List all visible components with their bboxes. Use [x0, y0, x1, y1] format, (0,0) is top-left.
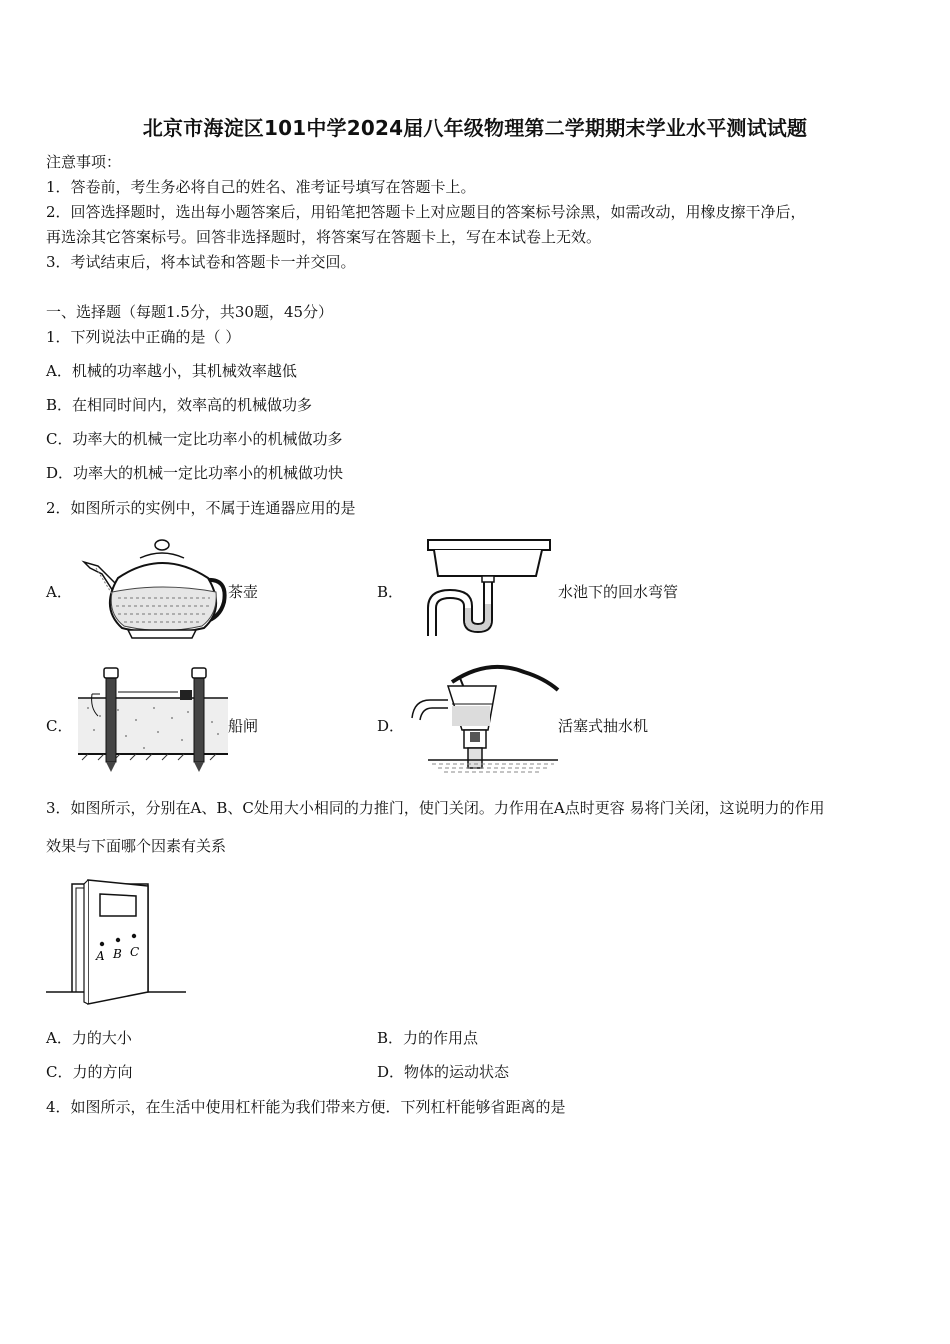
door-label-a: A [96, 949, 105, 963]
q2-option-a-caption: 茶壶 [228, 583, 259, 601]
page-title: 北京市海淀区101中学2024届八年级物理第二学期期末学业水平测试试题 [142, 116, 808, 140]
piston-pump-figure [408, 660, 560, 780]
q2-option-c-letter: C． [46, 717, 73, 735]
q2-option-c-caption: 船闸 [228, 717, 259, 735]
q3-stem-line1: 3．如图所示，分别在A、B、C处用大小相同的力推门，使门关闭。力作用在A点时更容 易将门关闭，这说明力的作用 [46, 799, 825, 817]
q3-option-a: A．力的大小 [46, 1029, 132, 1047]
q2-stem: 2．如图所示的实例中，不属于连通器应用的是 [46, 499, 356, 517]
q1-option-c: C．功率大的机械一定比功率小的机械做功多 [46, 430, 343, 448]
q1-stem: 1．下列说法中正确的是（ ） [46, 328, 241, 346]
notice-item-2: 2．回答选择题时，选出每小题答案后，用铅笔把答题卡上对应题目的答案标号涂黑，如需改动，用橡皮擦干净后， [46, 203, 806, 221]
door-label-b: B [113, 947, 122, 961]
q3-option-c: C．力的方向 [46, 1063, 133, 1081]
q2-option-b-letter: B． [377, 583, 404, 601]
sink-trap-figure [420, 536, 554, 646]
q3-option-d: D．物体的运动状态 [377, 1063, 510, 1081]
door-figure [44, 874, 190, 1014]
q2-option-d-caption: 活塞式抽水机 [558, 717, 649, 735]
door-label-c: C [130, 945, 140, 959]
q1-option-a: A．机械的功率越小，其机械效率越低 [46, 362, 297, 380]
teapot-figure [78, 538, 228, 644]
q4-stem: 4．如图所示，在生活中使用杠杆能为我们带来方便．下列杠杆能够省距离的是 [46, 1098, 566, 1116]
section-heading: 一、选择题（每题1.5分，共30题，45分） [46, 303, 334, 321]
q1-option-d: D．功率大的机械一定比功率小的机械做功快 [46, 464, 344, 482]
q1-option-b: B．在相同时间内，效率高的机械做功多 [46, 396, 313, 414]
q2-option-d-letter: D． [377, 717, 405, 735]
notice-heading: 注意事项： [46, 153, 122, 171]
q3-option-b: B．力的作用点 [377, 1029, 479, 1047]
q3-stem-line2: 效果与下面哪个因素有关系 [46, 837, 227, 855]
notice-item-2-cont: 再选涂其它答案标号。回答非选择题时，将答案写在答题卡上，写在本试卷上无效。 [46, 228, 602, 246]
q2-option-a-letter: A． [46, 583, 72, 601]
notice-item-1: 1．答卷前，考生务必将自己的姓名、准考证号填写在答题卡上。 [46, 178, 476, 196]
notice-item-3: 3．考试结束后，将本试卷和答题卡一并交回。 [46, 253, 356, 271]
ship-lock-figure [78, 664, 228, 780]
q2-option-b-caption: 水池下的回水弯管 [558, 583, 679, 601]
